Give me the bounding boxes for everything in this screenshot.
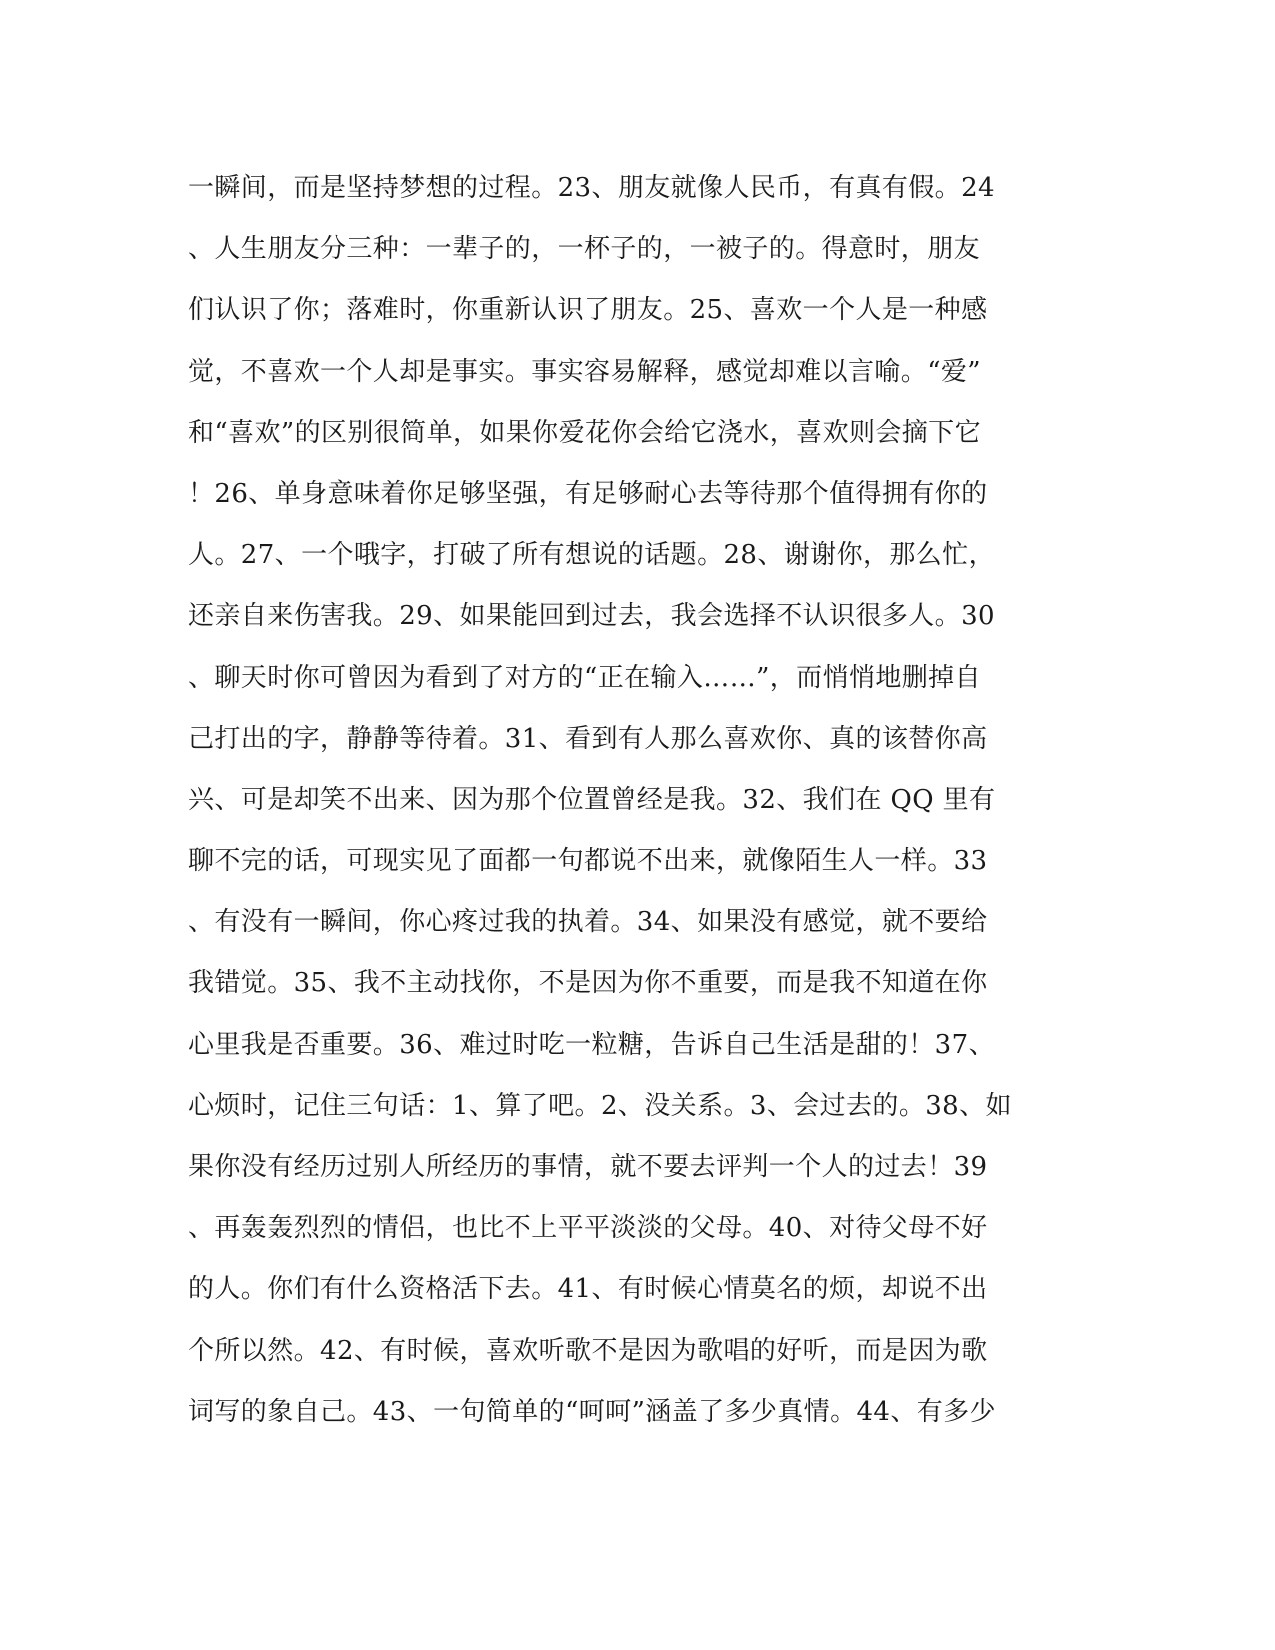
- text-line: 人。27、一个哦字，打破了所有想说的话题。28、谢谢你，那么忙，: [188, 540, 995, 571]
- text-line: 的人。你们有什么资格活下去。41、有时候心情莫名的烦，却说不出: [188, 1274, 988, 1305]
- text-line: 、人生朋友分三种：一辈子的，一杯子的，一被子的。得意时，朋友: [188, 234, 981, 265]
- text-line: 觉，不喜欢一个人却是事实。事实容易解释，感觉却难以言喻。“爱”: [188, 356, 981, 387]
- text-line: 词写的象自己。43、一句简单的“呵呵”涵盖了多少真情。44、有多少: [188, 1396, 996, 1427]
- text-line: 果你没有经历过别人所经历的事情，就不要去评判一个人的过去！39: [188, 1152, 988, 1182]
- text-line: 、再轰轰烈烈的情侣，也比不上平平淡淡的父母。40、对待父母不好: [188, 1213, 988, 1244]
- text-line: 还亲自来伤害我。29、如果能回到过去，我会选择不认识很多人。30: [188, 601, 995, 632]
- text-line: 一瞬间，而是坚持梦想的过程。23、朋友就像人民币，有真有假。24: [188, 173, 995, 203]
- text-line: 己打出的字，静静等待着。31、看到有人那么喜欢你、真的该替你高: [188, 723, 988, 754]
- text-line: 、聊天时你可曾因为看到了对方的“正在输入……”，而悄悄地删掉自: [188, 662, 981, 693]
- text-line: 、有没有一瞬间，你心疼过我的执着。34、如果没有感觉，就不要给: [188, 907, 988, 938]
- text-line: 心里我是否重要。36、难过时吃一粒糖，告诉自己生活是甜的！37、: [188, 1029, 995, 1060]
- text-line: 个所以然。42、有时候，喜欢听歌不是因为歌唱的好听，而是因为歌: [188, 1335, 988, 1366]
- text-line: 聊不完的话，可现实见了面都一句都说不出来，就像陌生人一样。33: [188, 846, 988, 877]
- body-text: [188, 158, 1068, 1443]
- text-line: 兴、可是却笑不出来、因为那个位置曾经是我。32、我们在 QQ 里有: [188, 784, 996, 815]
- text-line: 和“喜欢”的区别很简单，如果你爱花你会给它浇水，喜欢则会摘下它: [188, 417, 981, 448]
- text-line: ！26、单身意味着你足够坚强，有足够耐心去等待那个值得拥有你的: [188, 478, 988, 509]
- text-line: 们认识了你；落难时，你重新认识了朋友。25、喜欢一个人是一种感: [188, 295, 988, 326]
- text-line: 心烦时，记住三句话：1、算了吧。2、没关系。3、会过去的。38、如: [188, 1090, 1012, 1121]
- text-line: 我错觉。35、我不主动找你，不是因为你不重要，而是我不知道在你: [188, 968, 988, 999]
